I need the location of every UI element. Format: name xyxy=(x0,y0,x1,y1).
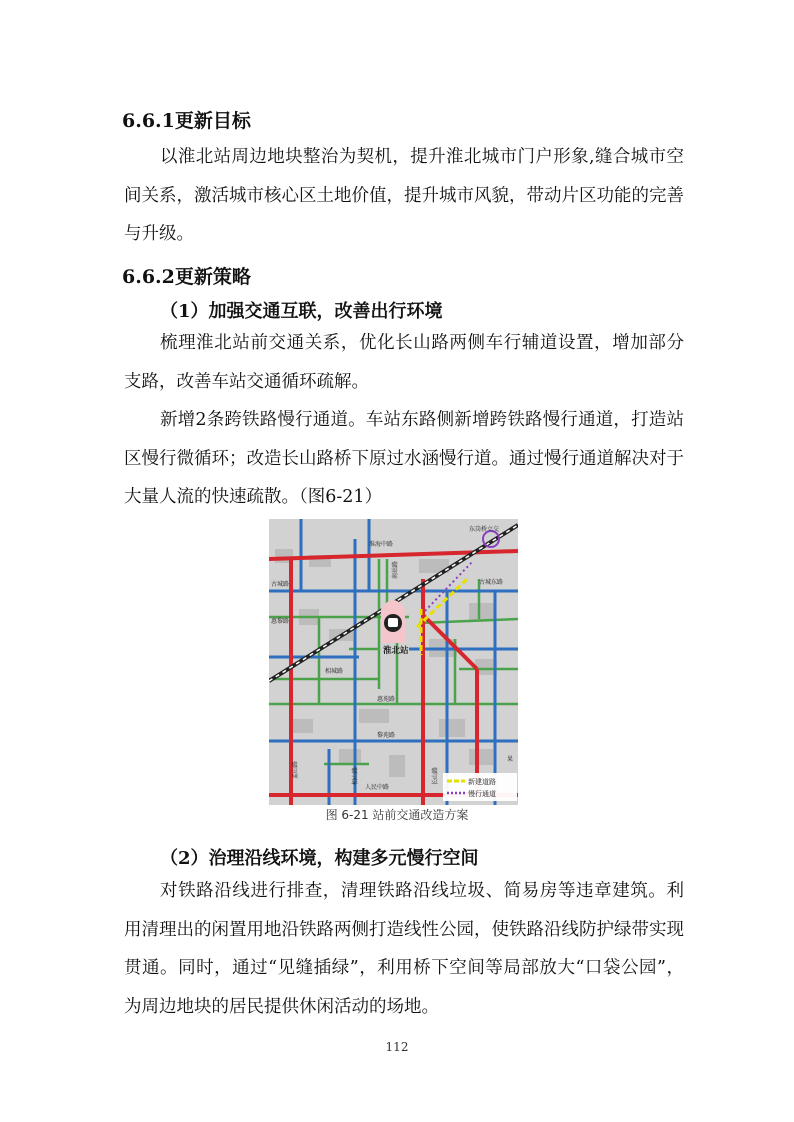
road-label-gucheng: 古城路 xyxy=(271,581,290,588)
subheading-environment: （2）治理沿线环境，构建多元慢行空间 xyxy=(160,848,479,869)
subheading-traffic: （1）加强交通互联，改善出行环境 xyxy=(160,301,443,322)
road-label-xiangshan: 相山路 xyxy=(352,766,359,785)
road-label-mengshan: 孟山路 xyxy=(292,760,299,779)
legend-slow-path-label: 慢行通道 xyxy=(468,790,496,798)
road-label-north: 南站路 xyxy=(392,560,399,579)
road-label-donggang: 东岗桥立交 xyxy=(469,526,500,533)
road-label-huiyuan: 惠苑路 xyxy=(377,696,396,703)
road-label-renmin: 人民中路 xyxy=(365,784,390,791)
road-label-liyuan: 黎苑路 xyxy=(377,732,396,739)
road-label-xiangcheng: 相城路 xyxy=(325,668,344,675)
map-legend xyxy=(443,773,517,801)
page-number: 112 xyxy=(385,1040,409,1054)
paragraph-traffic-1: 梳理淮北站前交通关系，优化长山路两侧车行辅道设置，增加部分支路，改善车站交通循环疏解。 xyxy=(124,333,684,392)
paragraph-environment: 对铁路沿线进行排查，清理铁路沿线垃圾、简易房等违章建筑。利用清理出的闲置用地沿铁路两侧打造线性公园，使铁路沿线防护绿带实现贯通。同时，通过“见缝插绿”，利用桥下空间等局部放大“口袋公园”，为周边地块的居民提供休闲活动的场地。 xyxy=(124,881,684,1017)
section-heading-update-goal: 6.6.1更新目标 xyxy=(122,110,251,132)
legend-new-road-label: 新建道路 xyxy=(468,778,496,786)
figure-caption: 图 6-21 站前交通改造方案 xyxy=(325,808,469,822)
road-label-huili: 惠黎路 xyxy=(271,618,290,625)
station-label: 淮北站 xyxy=(383,646,409,656)
road-label-far-right: 果 xyxy=(507,756,514,763)
paragraph-traffic-2: 新增2条跨铁路慢行通道。车站东路侧新增跨铁路慢行通道，打造站区慢行微循环；改造长山路桥下原过水涵慢行道。通过慢行通道解决对于大量人流的快速疏散。（图6-21） xyxy=(124,410,684,507)
road-label-gucheng-east: 古城东路 xyxy=(479,579,504,586)
traffic-plan-map xyxy=(269,519,518,805)
road-label-changshan: 长山路 xyxy=(432,766,439,785)
paragraph-update-goal: 以淮北站周边地块整治为契机，提升淮北城市门户形象,缝合城市空间关系，激活城市核心区土地价值，提升城市风貌，带动片区功能的完善与升级。 xyxy=(124,147,684,244)
road-label-huaihai: 淮海中路 xyxy=(369,541,394,548)
section-heading-update-strategy: 6.6.2更新策略 xyxy=(122,266,251,288)
